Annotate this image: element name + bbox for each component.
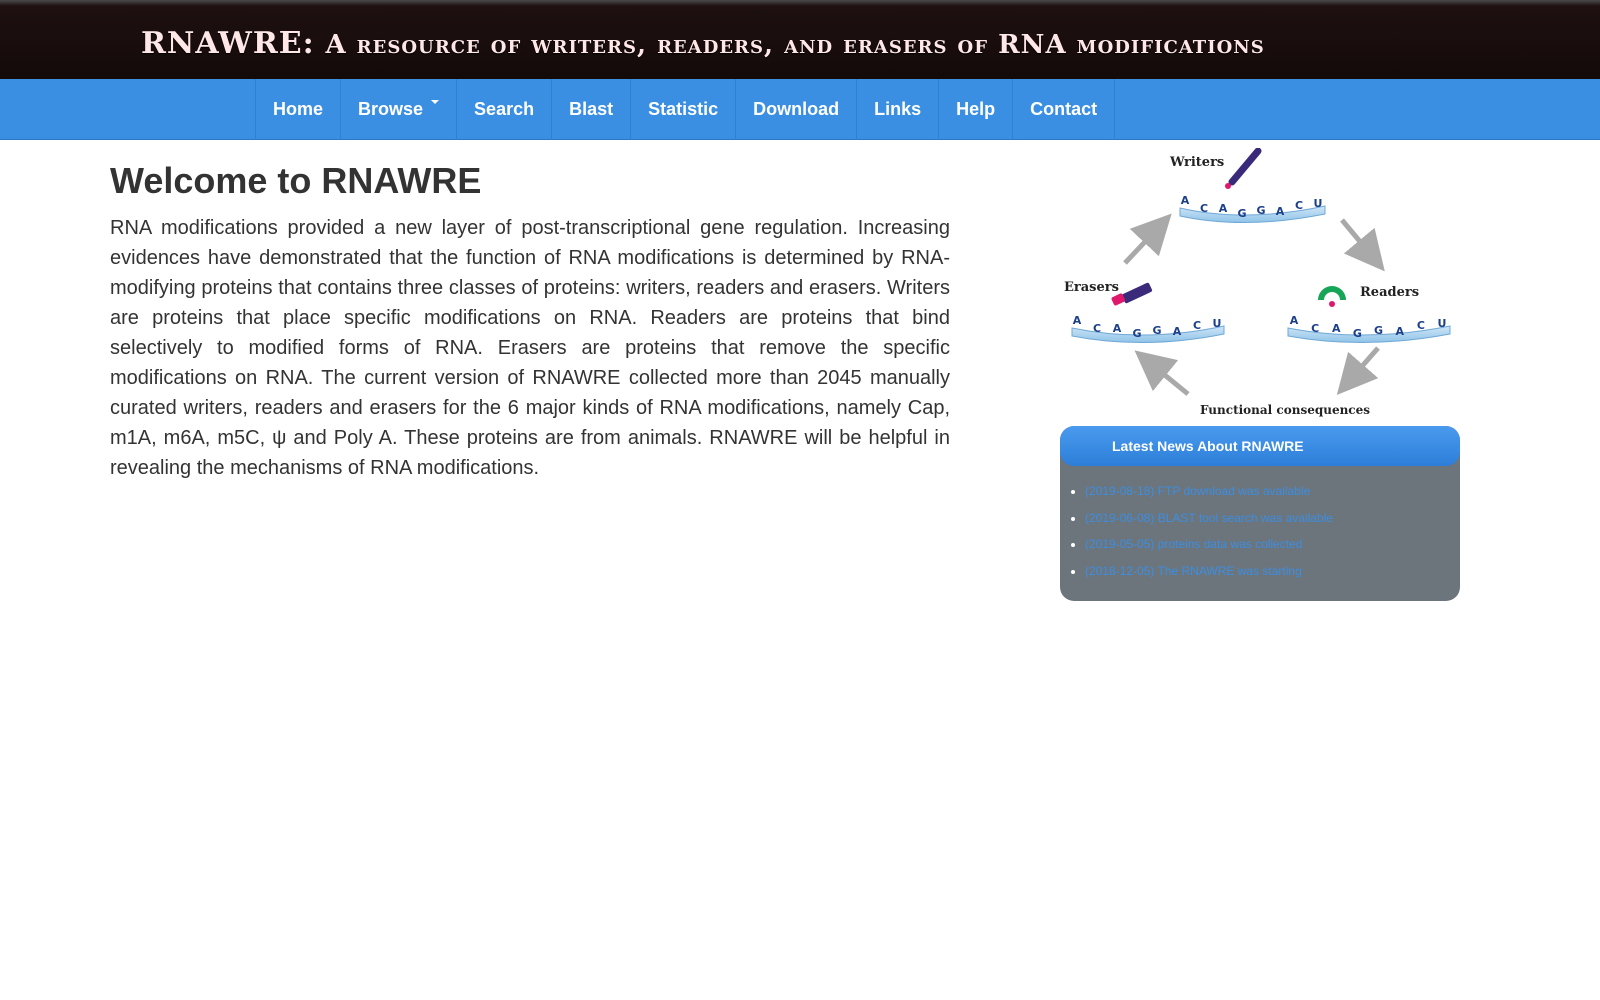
nav-home-label: Home xyxy=(273,99,324,119)
rna-base-label: G xyxy=(1237,206,1247,220)
rna-modification-diagram xyxy=(1060,148,1460,426)
rna-base-label: A xyxy=(1072,314,1082,327)
nav-statistic-label: Statistic xyxy=(648,99,719,119)
news-link[interactable]: (2019-08-18) FTP download was available xyxy=(1085,484,1311,498)
news-item xyxy=(1085,478,1460,505)
news-item xyxy=(1085,558,1460,585)
nav-search-label: Search xyxy=(474,99,535,119)
arrow-erasers-to-writers xyxy=(1125,228,1158,263)
site-header xyxy=(0,0,1600,79)
writer-pen-icon xyxy=(1225,151,1258,189)
rna-base-label: A xyxy=(1332,322,1341,336)
nav-blast[interactable] xyxy=(552,79,631,140)
rna-base-label: A xyxy=(1275,205,1285,219)
news-link[interactable]: (2019-06-08) BLAST tool search was available xyxy=(1085,510,1333,525)
arrow-readers-to-consequences xyxy=(1350,348,1378,380)
rna-base-label: A xyxy=(1180,194,1190,207)
rna-base-label: U xyxy=(1212,317,1222,330)
nav-download-label: Download xyxy=(753,99,840,119)
nav-help[interactable] xyxy=(939,79,1013,140)
rna-base-label: C xyxy=(1416,318,1425,332)
site-title-lead: RNAWRE: xyxy=(141,26,315,61)
diagram-svg xyxy=(1060,148,1460,426)
rna-base-label: A xyxy=(1395,325,1404,339)
rna-base-label: C xyxy=(1311,321,1320,335)
rna-base-label: U xyxy=(1313,197,1323,210)
nav-contact[interactable] xyxy=(1013,79,1115,140)
rna-base-label: C xyxy=(1294,198,1304,212)
rna-base-label: G xyxy=(1352,326,1362,340)
nav-home[interactable] xyxy=(256,79,341,140)
nav-links[interactable] xyxy=(857,79,939,140)
rna-base-label: G xyxy=(1132,326,1142,340)
site-title-rest: A resource of writers, readers, and erasers of RNA modifications xyxy=(325,30,1265,60)
caret-down-icon xyxy=(431,100,439,104)
rna-base-label: G xyxy=(1374,323,1384,337)
rna-strand-right xyxy=(1288,314,1450,343)
nav-browse[interactable] xyxy=(341,79,457,140)
news-panel xyxy=(1060,426,1460,601)
site-title xyxy=(141,26,1265,61)
main-navbar xyxy=(0,79,1600,140)
nav-statistic[interactable] xyxy=(631,79,736,140)
nav-contact-label: Contact xyxy=(1030,99,1098,119)
nav-search[interactable] xyxy=(457,79,552,140)
news-list xyxy=(1060,478,1460,584)
erasers-label: Erasers xyxy=(1064,280,1119,295)
news-item xyxy=(1085,531,1460,558)
rna-base-label: A xyxy=(1289,314,1299,327)
rna-base-label: C xyxy=(1192,318,1202,332)
nav-links-label: Links xyxy=(874,99,922,119)
rna-base-label: A xyxy=(1112,322,1122,336)
rna-base-label: U xyxy=(1437,317,1447,330)
rna-base-label: G xyxy=(1152,323,1162,337)
rna-base-label: C xyxy=(1092,321,1102,335)
writers-label: Writers xyxy=(1170,155,1225,170)
nav-help-label: Help xyxy=(956,99,996,119)
reader-protein-icon xyxy=(1318,286,1346,307)
nav-browse-label: Browse xyxy=(358,99,424,119)
intro-paragraph: RNA modifications provided a new layer of post-transcriptional gene regulation. Increasing evidences have demonstrated that the function of RNA modifications is determined by RNA-modifying proteins that contains three classes of proteins: writers, readers and erasers. Writers are proteins that place specific modifications on RNA. Readers are proteins that bind selectively to modified forms of RNA. Erasers are proteins that remove the specific modifications on RNA. The current version of RNAWRE collected more than 2045 manually curated writers, readers and erasers for the 6 major kinds of RNA modifications, namely Cap, m1A, m6A, m5C, ψ and Poly A. These proteins are from animals. RNAWRE will be helpful in revealing the mechanisms of RNA modifications. xyxy=(110,217,950,479)
news-link[interactable]: (2018-12-05) The RNAWRE was starting xyxy=(1085,563,1302,578)
functional-consequences-label: Functional consequences xyxy=(1200,403,1371,417)
arrow-consequences-to-erasers xyxy=(1150,363,1188,394)
rna-strand-left xyxy=(1072,314,1224,343)
readers-label: Readers xyxy=(1360,285,1420,300)
rna-base-label: G xyxy=(1256,203,1266,217)
news-link[interactable]: (2019-05-05) proteins data was collected xyxy=(1085,537,1303,551)
nav-blast-label: Blast xyxy=(569,99,614,119)
rna-base-label: A xyxy=(1218,202,1228,216)
nav-list xyxy=(255,79,1115,140)
page-title: Welcome to RNAWRE xyxy=(110,160,482,201)
arrow-writers-to-readers xyxy=(1342,220,1372,256)
rna-strand-top xyxy=(1180,194,1325,223)
news-heading: Latest News About RNAWRE xyxy=(1060,426,1460,466)
rna-base-label: C xyxy=(1199,201,1209,215)
news-item xyxy=(1085,505,1460,532)
nav-download[interactable] xyxy=(736,79,857,140)
rna-base-label: A xyxy=(1172,325,1182,339)
